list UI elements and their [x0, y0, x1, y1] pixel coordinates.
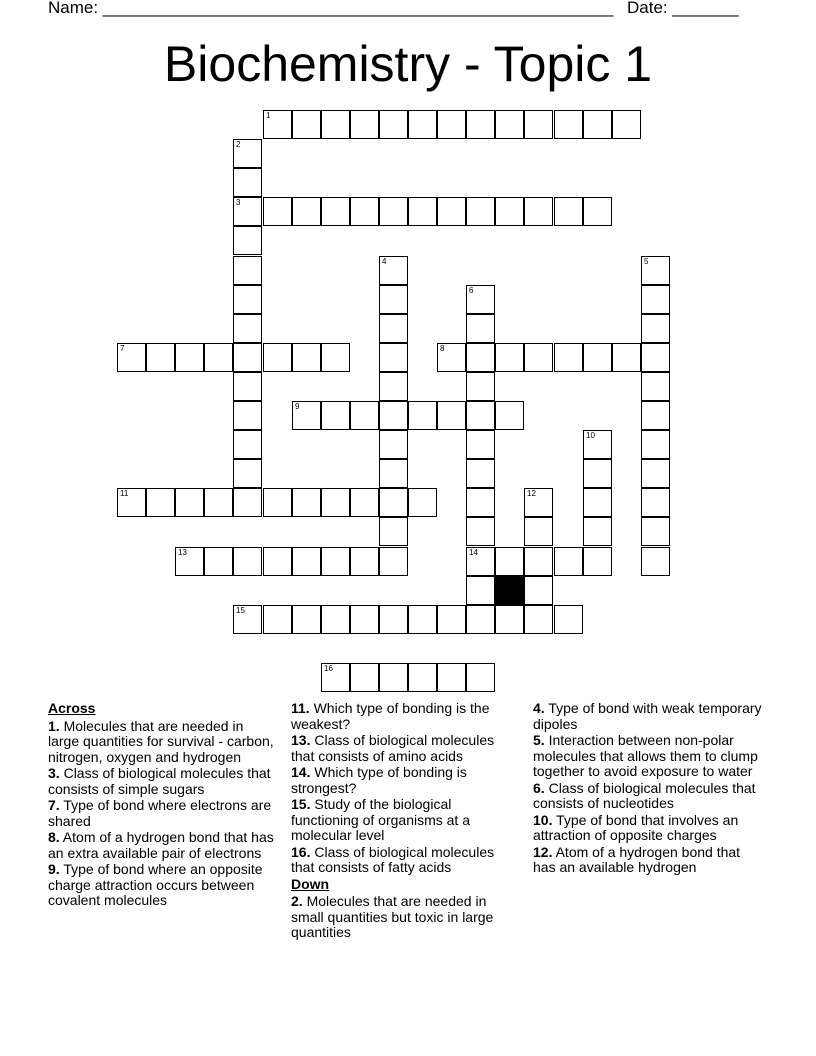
grid-cell[interactable]	[379, 517, 408, 546]
grid-cell[interactable]	[495, 401, 524, 430]
grid-cell[interactable]	[583, 488, 612, 517]
grid-cell[interactable]	[321, 488, 350, 517]
clue-number: 16	[324, 664, 333, 673]
grid-cell[interactable]	[292, 547, 321, 576]
grid-cell[interactable]	[117, 488, 146, 517]
grid-cell[interactable]	[233, 488, 262, 517]
grid-cell[interactable]	[554, 605, 583, 634]
grid-cell[interactable]	[204, 547, 233, 576]
grid-cell[interactable]	[437, 197, 466, 226]
grid-cell[interactable]	[292, 401, 321, 430]
grid-cell[interactable]	[466, 401, 495, 430]
grid-cell[interactable]	[175, 343, 204, 372]
clue-down-10: 10. Type of bond that involves an attraction of opposite charges	[533, 811, 739, 843]
grid-cell[interactable]	[524, 605, 553, 634]
clue-across-9: 9. Type of bond where an opposite charge attraction occurs between covalent molecules	[48, 861, 263, 908]
grid-cell[interactable]	[379, 547, 408, 576]
grid-cell[interactable]	[379, 430, 408, 459]
grid-cell[interactable]	[612, 110, 641, 139]
grid-cell[interactable]	[524, 197, 553, 226]
grid-cell[interactable]	[350, 197, 379, 226]
grid-cell[interactable]	[437, 605, 466, 634]
grid-cell[interactable]	[233, 605, 262, 634]
grid-cell[interactable]	[379, 343, 408, 372]
grid-cell[interactable]	[466, 197, 495, 226]
grid-cell[interactable]	[408, 663, 437, 692]
grid-cell[interactable]	[321, 605, 350, 634]
blocked-cell	[495, 576, 524, 605]
grid-cell[interactable]	[233, 314, 262, 343]
clue-number: 4	[382, 257, 387, 266]
grid-cell[interactable]	[350, 488, 379, 517]
clue-number: 14	[469, 548, 478, 557]
clue-across-11: 11. Which type of bonding is the weakest?	[291, 700, 490, 732]
grid-cell[interactable]	[379, 110, 408, 139]
clue-down-5: 5. Interaction between non-polar molecules that allows them to clump together to avoid exposure to water	[533, 732, 758, 779]
grid-cell[interactable]	[263, 605, 292, 634]
grid-cell[interactable]	[466, 517, 495, 546]
grid-cell[interactable]	[641, 430, 670, 459]
grid-cell[interactable]	[233, 547, 262, 576]
grid-cell[interactable]	[466, 459, 495, 488]
grid-cell[interactable]	[466, 110, 495, 139]
grid-cell[interactable]	[379, 197, 408, 226]
grid-cell[interactable]	[321, 401, 350, 430]
grid-cell[interactable]	[233, 430, 262, 459]
clue-number: 15	[236, 606, 245, 615]
grid-cell[interactable]	[292, 110, 321, 139]
grid-cell[interactable]	[233, 226, 262, 255]
date-field[interactable]: Date: _______	[627, 0, 739, 17]
grid-cell[interactable]	[583, 547, 612, 576]
grid-cell[interactable]	[437, 343, 466, 372]
clue-down-4: 4. Type of bond with weak temporary dipoles	[533, 700, 762, 732]
down-heading: Down	[291, 875, 330, 892]
grid-cell[interactable]	[379, 372, 408, 401]
grid-cell[interactable]	[379, 314, 408, 343]
grid-cell[interactable]	[321, 663, 350, 692]
grid-cell[interactable]	[233, 459, 262, 488]
clue-across-15: 15. Study of the biological functioning of organisms at a molecular level	[291, 796, 470, 843]
grid-cell[interactable]	[466, 663, 495, 692]
grid-cell[interactable]	[321, 197, 350, 226]
grid-cell[interactable]	[263, 343, 292, 372]
grid-cell[interactable]	[350, 110, 379, 139]
grid-cell[interactable]	[524, 343, 553, 372]
grid-cell[interactable]	[263, 197, 292, 226]
clue-across-3: 3. Class of biological molecules that consists of simple sugars	[48, 765, 271, 797]
grid-cell[interactable]	[583, 343, 612, 372]
grid-cell[interactable]	[495, 343, 524, 372]
grid-cell[interactable]	[292, 197, 321, 226]
grid-cell[interactable]	[408, 605, 437, 634]
clue-across-8: 8. Atom of a hydrogen bond that has an extra available pair of electrons	[48, 829, 274, 861]
grid-cell[interactable]	[612, 343, 641, 372]
grid-cell[interactable]	[641, 256, 670, 285]
grid-cell[interactable]	[233, 372, 262, 401]
clue-number: 13	[178, 548, 187, 557]
clues-column-2	[291, 701, 519, 942]
grid-cell[interactable]	[641, 459, 670, 488]
grid-cell[interactable]	[641, 314, 670, 343]
grid-cell[interactable]	[554, 197, 583, 226]
clue-number: 8	[440, 344, 445, 353]
grid-cell[interactable]	[583, 110, 612, 139]
page-title: Biochemistry - Topic 1	[163, 36, 653, 92]
clue-number: 1	[266, 111, 271, 120]
across-heading: Across	[48, 700, 96, 716]
clue-down-6: 6. Class of biological molecules that consists of nucleotides	[533, 779, 756, 811]
grid-cell[interactable]	[524, 576, 553, 605]
grid-cell[interactable]	[350, 605, 379, 634]
grid-cell[interactable]	[495, 110, 524, 139]
grid-cell[interactable]	[233, 197, 262, 226]
clue-number: 12	[527, 489, 536, 498]
clue-across-7: 7. Type of bond where electrons are shared	[48, 797, 272, 829]
grid-cell[interactable]	[379, 401, 408, 430]
grid-cell[interactable]	[466, 605, 495, 634]
grid-cell[interactable]	[437, 663, 466, 692]
grid-cell[interactable]	[350, 547, 379, 576]
grid-cell[interactable]	[437, 401, 466, 430]
grid-cell[interactable]	[583, 517, 612, 546]
grid-cell[interactable]	[350, 663, 379, 692]
grid-cell[interactable]	[524, 517, 553, 546]
grid-cell[interactable]	[263, 547, 292, 576]
grid-cell[interactable]	[466, 488, 495, 517]
grid-cell[interactable]	[583, 430, 612, 459]
name-field[interactable]: Name: ______________________________________________________	[48, 0, 614, 17]
grid-cell[interactable]	[495, 197, 524, 226]
grid-cell[interactable]	[379, 605, 408, 634]
grid-cell[interactable]	[583, 197, 612, 226]
grid-cell[interactable]	[146, 488, 175, 517]
clues-column-1	[48, 701, 278, 910]
grid-cell[interactable]	[175, 547, 204, 576]
grid-cell[interactable]	[233, 256, 262, 285]
grid-cell[interactable]	[379, 256, 408, 285]
grid-cell[interactable]	[408, 110, 437, 139]
grid-cell[interactable]	[495, 605, 524, 634]
grid-cell[interactable]	[146, 343, 175, 372]
grid-cell[interactable]	[233, 139, 262, 168]
grid-cell[interactable]	[233, 401, 262, 430]
grid-cell[interactable]	[466, 576, 495, 605]
grid-cell[interactable]	[408, 488, 437, 517]
grid-cell[interactable]	[641, 488, 670, 517]
clue-number: 9	[295, 402, 300, 411]
grid-cell[interactable]	[321, 343, 350, 372]
grid-cell[interactable]	[292, 488, 321, 517]
grid-cell[interactable]	[379, 488, 408, 517]
clue-number: 7	[120, 344, 125, 353]
clue-number: 11	[120, 489, 129, 498]
grid-cell[interactable]	[263, 488, 292, 517]
grid-cell[interactable]	[554, 343, 583, 372]
grid-cell[interactable]	[466, 314, 495, 343]
clue-number: 3	[236, 198, 241, 207]
grid-cell[interactable]	[379, 663, 408, 692]
grid-cell[interactable]	[117, 343, 146, 372]
grid-cell[interactable]	[321, 110, 350, 139]
grid-cell[interactable]	[524, 110, 553, 139]
grid-cell[interactable]	[466, 547, 495, 576]
grid-cell[interactable]	[524, 488, 553, 517]
clue-across-1: 1. Molecules that are needed in large quantities for survival - carbon, nitrogen, oxygen and hydrogen	[48, 717, 274, 765]
grid-cell[interactable]	[292, 343, 321, 372]
clue-down-12: 12. Atom of a hydrogen bond that has an available hydrogen	[533, 843, 741, 875]
grid-cell[interactable]	[233, 343, 262, 372]
grid-cell[interactable]	[466, 285, 495, 314]
clue-down-2: 2. Molecules that are needed in small quantities but toxic in large quantities	[291, 893, 494, 940]
grid-cell[interactable]	[175, 488, 204, 517]
grid-cell[interactable]	[524, 547, 553, 576]
grid-cell[interactable]	[554, 547, 583, 576]
clue-across-13: 13. Class of biological molecules that consists of amino acids	[291, 732, 495, 764]
clue-number: 6	[469, 286, 474, 295]
clues-column-3	[533, 701, 763, 877]
clue-number: 2	[236, 140, 241, 149]
grid-cell[interactable]	[583, 459, 612, 488]
grid-cell[interactable]	[437, 110, 466, 139]
clue-across-14: 14. Which type of bonding is strongest?	[291, 764, 467, 796]
clue-number: 5	[644, 257, 649, 266]
grid-cell[interactable]	[233, 168, 262, 197]
clue-across-16: 16. Class of biological molecules that consists of fatty acids	[291, 843, 495, 875]
grid-cell[interactable]	[641, 285, 670, 314]
grid-cell[interactable]	[204, 488, 233, 517]
grid-cell[interactable]	[379, 459, 408, 488]
grid-cell[interactable]	[641, 517, 670, 546]
grid-cell[interactable]	[233, 285, 262, 314]
grid-cell[interactable]	[641, 372, 670, 401]
grid-cell[interactable]	[350, 401, 379, 430]
grid-cell[interactable]	[466, 430, 495, 459]
grid-cell[interactable]	[321, 547, 350, 576]
clue-number: 10	[586, 431, 595, 440]
grid-cell[interactable]	[408, 197, 437, 226]
grid-cell[interactable]	[554, 110, 583, 139]
grid-cell[interactable]	[641, 401, 670, 430]
grid-cell[interactable]	[263, 110, 292, 139]
grid-cell[interactable]	[204, 343, 233, 372]
grid-cell[interactable]	[495, 547, 524, 576]
grid-cell[interactable]	[379, 285, 408, 314]
grid-cell[interactable]	[641, 547, 670, 576]
grid-cell[interactable]	[641, 343, 670, 372]
grid-cell[interactable]	[466, 372, 495, 401]
grid-cell[interactable]	[408, 401, 437, 430]
grid-cell[interactable]	[292, 605, 321, 634]
grid-cell[interactable]	[466, 343, 495, 372]
